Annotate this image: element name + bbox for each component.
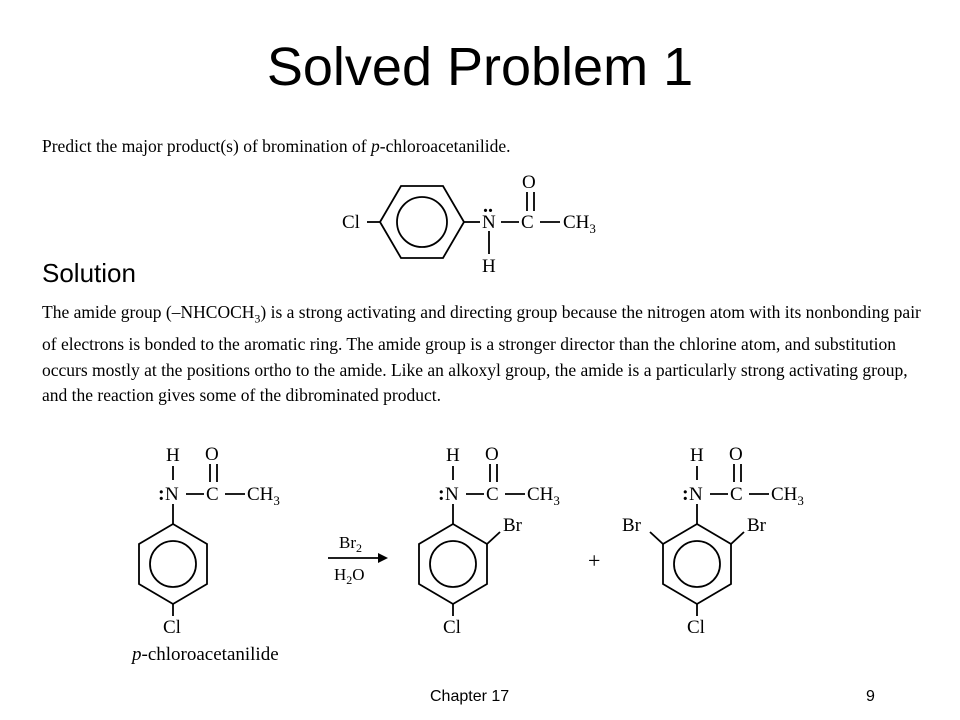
product1-n-label: N <box>445 484 459 505</box>
top-o-label: O <box>522 172 536 193</box>
product1-h-label: H <box>446 445 460 466</box>
question-prefix: Predict the major product(s) of bromination of <box>42 136 372 156</box>
reactant-name-rest: -chloroacetanilide <box>141 644 279 665</box>
top-n-label: N <box>482 212 496 233</box>
product2-o-label: O <box>729 444 743 465</box>
product1-aromatic-circle <box>430 541 476 587</box>
top-ch: CH <box>563 212 590 233</box>
reactant-aromatic-circle <box>150 541 196 587</box>
product-1-structure <box>419 444 560 638</box>
reagent-o: O <box>352 565 365 584</box>
reagent-h-sub: 2 <box>346 573 353 587</box>
reagent-br2 <box>339 533 362 555</box>
question-suffix: -chloroacetanilide. <box>379 136 511 156</box>
product1-ch3-label <box>527 484 560 508</box>
top-cl-label: Cl <box>342 212 360 233</box>
footer-page-number: 9 <box>866 688 875 705</box>
product2-aromatic-circle <box>674 541 720 587</box>
product1-o-label: O <box>485 444 499 465</box>
reagent-h: H <box>334 565 347 584</box>
product2-br-left-label: Br <box>622 515 641 536</box>
product2-br-right-bond <box>731 532 744 544</box>
product2-br-right-label: Br <box>747 515 766 536</box>
top-h-label: H <box>482 256 496 277</box>
product2-n-label: N <box>689 484 703 505</box>
reagent-br: Br <box>339 533 356 552</box>
top-ch3-label <box>563 212 596 236</box>
footer-chapter: Chapter 17 <box>430 688 510 705</box>
solution-part1: The amide group (–NHCOCH <box>42 302 255 322</box>
product1-lone-pair: : <box>438 483 445 505</box>
solution-heading: Solution <box>42 258 136 288</box>
product1-ch: CH <box>527 484 554 505</box>
reactant-o-label: O <box>205 444 219 465</box>
plus-sign: + <box>588 548 601 573</box>
product2-cl-label: Cl <box>687 617 705 638</box>
product1-br-bond <box>487 532 500 544</box>
reactant-lone-pair: : <box>158 483 165 505</box>
reaction-arrow <box>328 533 388 587</box>
top-sub3: 3 <box>589 221 596 236</box>
product1-sub3: 3 <box>553 493 560 508</box>
reactant-ch: CH <box>247 484 274 505</box>
product2-ch3-label <box>771 484 804 508</box>
product1-c-label: C <box>486 484 499 505</box>
reagent-br-sub: 2 <box>356 541 362 555</box>
arrow-head <box>378 553 388 563</box>
product2-h-label: H <box>690 445 704 466</box>
top-lone-pair: .. <box>483 195 493 217</box>
product2-sub3: 3 <box>797 493 804 508</box>
solution-sub: 3 <box>254 311 261 326</box>
reagent-h2o <box>334 565 365 587</box>
reactant-n-label: N <box>165 484 179 505</box>
product1-br-label: Br <box>503 515 522 536</box>
slide-title: Solved Problem 1 <box>266 37 694 97</box>
reactant-structure <box>130 444 280 665</box>
top-structure <box>342 172 596 277</box>
product-2-structure <box>622 444 804 638</box>
reactant-ch3-label <box>247 484 280 508</box>
product2-br-left-bond <box>650 532 663 544</box>
reactant-c-label: C <box>206 484 219 505</box>
product2-ch: CH <box>771 484 798 505</box>
reactant-sub3: 3 <box>273 493 280 508</box>
top-aromatic-circle <box>397 197 447 247</box>
question-italic: p <box>371 136 380 156</box>
reactant-name <box>130 644 279 665</box>
solution-part2: ) is a strong activating and directing group because the nitrogen atom with its nonbonding pair of electrons is bonded to the aromatic ring. The amide group is a stronger director than the chlorine atom, and substitution occurs mostly at the positions ortho to the amide. Like an alkoxyl group, the amide is a particularly strong activating group, and the reaction gives some of the dibrominated product. <box>42 302 921 405</box>
reactant-name-italic: p <box>132 644 142 665</box>
product2-c-label: C <box>730 484 743 505</box>
top-c-label: C <box>521 212 534 233</box>
reactant-h-label: H <box>166 445 180 466</box>
product2-lone-pair: : <box>682 483 689 505</box>
reactant-cl-label: Cl <box>163 617 181 638</box>
product1-cl-label: Cl <box>443 617 461 638</box>
